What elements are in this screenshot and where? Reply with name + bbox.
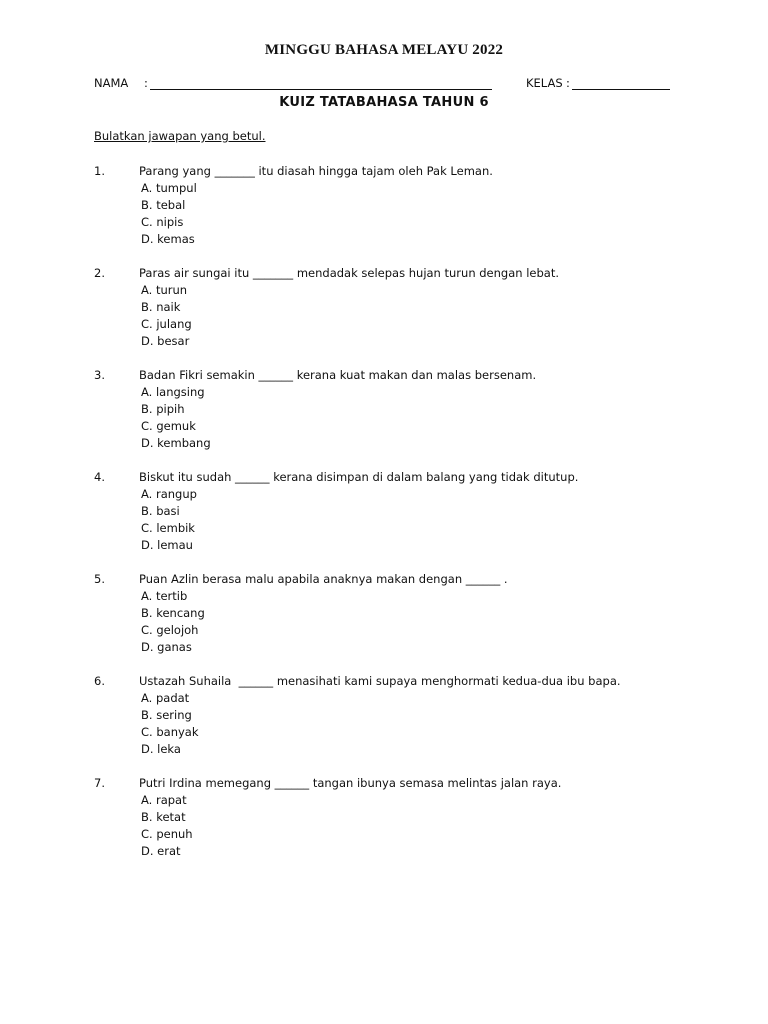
page-title: MINGGU BAHASA MELAYU 2022	[264, 42, 504, 58]
option-c[interactable]: C. banyak	[141, 725, 199, 739]
option-c[interactable]: C. nipis	[141, 215, 184, 229]
option-d[interactable]: D. kembang	[141, 436, 211, 450]
option-a[interactable]: A. tumpul	[141, 181, 197, 195]
question-3	[94, 367, 694, 469]
option-c[interactable]: C. lembik	[141, 521, 195, 535]
question-text: Putri Irdina memegang ______ tangan ibunya semasa melintas jalan raya.	[139, 776, 562, 790]
question-number: 4.	[94, 470, 105, 484]
name-class-row	[94, 76, 684, 94]
question-1	[94, 163, 694, 265]
option-b[interactable]: B. naik	[141, 300, 181, 314]
question-number: 7.	[94, 776, 105, 790]
option-list	[141, 282, 192, 350]
nama-field[interactable]	[150, 89, 492, 90]
option-d[interactable]: D. ganas	[141, 640, 192, 654]
question-text: Badan Fikri semakin ______ kerana kuat makan dan malas bersenam.	[139, 368, 537, 382]
option-a[interactable]: A. langsing	[141, 385, 205, 399]
question-number: 3.	[94, 368, 105, 382]
option-c[interactable]: C. gemuk	[141, 419, 196, 433]
option-b[interactable]: B. sering	[141, 708, 192, 722]
option-b[interactable]: B. pipih	[141, 402, 185, 416]
option-a[interactable]: A. tertib	[141, 589, 188, 603]
option-b[interactable]: B. ketat	[141, 810, 186, 824]
question-list	[94, 163, 694, 877]
quiz-title: KUIZ TATABAHASA TAHUN 6	[279, 95, 489, 110]
question-number: 2.	[94, 266, 105, 280]
question-number: 1.	[94, 164, 105, 178]
kelas-colon: :	[566, 76, 570, 90]
option-d[interactable]: D. besar	[141, 334, 190, 348]
question-text: Ustazah Suhaila ______ menasihati kami supaya menghormati kedua-dua ibu bapa.	[139, 674, 621, 688]
question-4	[94, 469, 694, 571]
question-2	[94, 265, 694, 367]
option-d[interactable]: D. lemau	[141, 538, 193, 552]
question-5	[94, 571, 694, 673]
option-list	[141, 180, 197, 248]
nama-colon: :	[144, 76, 148, 90]
question-text: Puan Azlin berasa malu apabila anaknya makan dengan ______ .	[139, 572, 508, 586]
question-7	[94, 775, 694, 877]
option-b[interactable]: B. basi	[141, 504, 180, 518]
option-c[interactable]: C. julang	[141, 317, 192, 331]
option-list	[141, 486, 197, 554]
option-c[interactable]: C. gelojoh	[141, 623, 199, 637]
option-list	[141, 792, 193, 860]
question-text: Parang yang _______ itu diasah hingga tajam oleh Pak Leman.	[139, 164, 493, 178]
nama-label: NAMA	[94, 76, 129, 90]
question-6	[94, 673, 694, 775]
kelas-field[interactable]	[572, 89, 670, 90]
question-number: 5.	[94, 572, 105, 586]
option-d[interactable]: D. erat	[141, 844, 181, 858]
option-c[interactable]: C. penuh	[141, 827, 193, 841]
option-d[interactable]: D. leka	[141, 742, 181, 756]
option-a[interactable]: A. padat	[141, 691, 190, 705]
option-list	[141, 588, 205, 656]
option-list	[141, 690, 199, 758]
option-b[interactable]: B. tebal	[141, 198, 186, 212]
question-text: Paras air sungai itu _______ mendadak selepas hujan turun dengan lebat.	[139, 266, 559, 280]
kelas-label: KELAS	[526, 76, 563, 90]
option-a[interactable]: A. turun	[141, 283, 188, 297]
instruction: Bulatkan jawapan yang betul.	[94, 129, 266, 143]
question-number: 6.	[94, 674, 105, 688]
option-b[interactable]: B. kencang	[141, 606, 205, 620]
option-list	[141, 384, 211, 452]
option-d[interactable]: D. kemas	[141, 232, 195, 246]
question-text: Biskut itu sudah ______ kerana disimpan di dalam balang yang tidak ditutup.	[139, 470, 579, 484]
option-a[interactable]: A. rangup	[141, 487, 197, 501]
option-a[interactable]: A. rapat	[141, 793, 187, 807]
